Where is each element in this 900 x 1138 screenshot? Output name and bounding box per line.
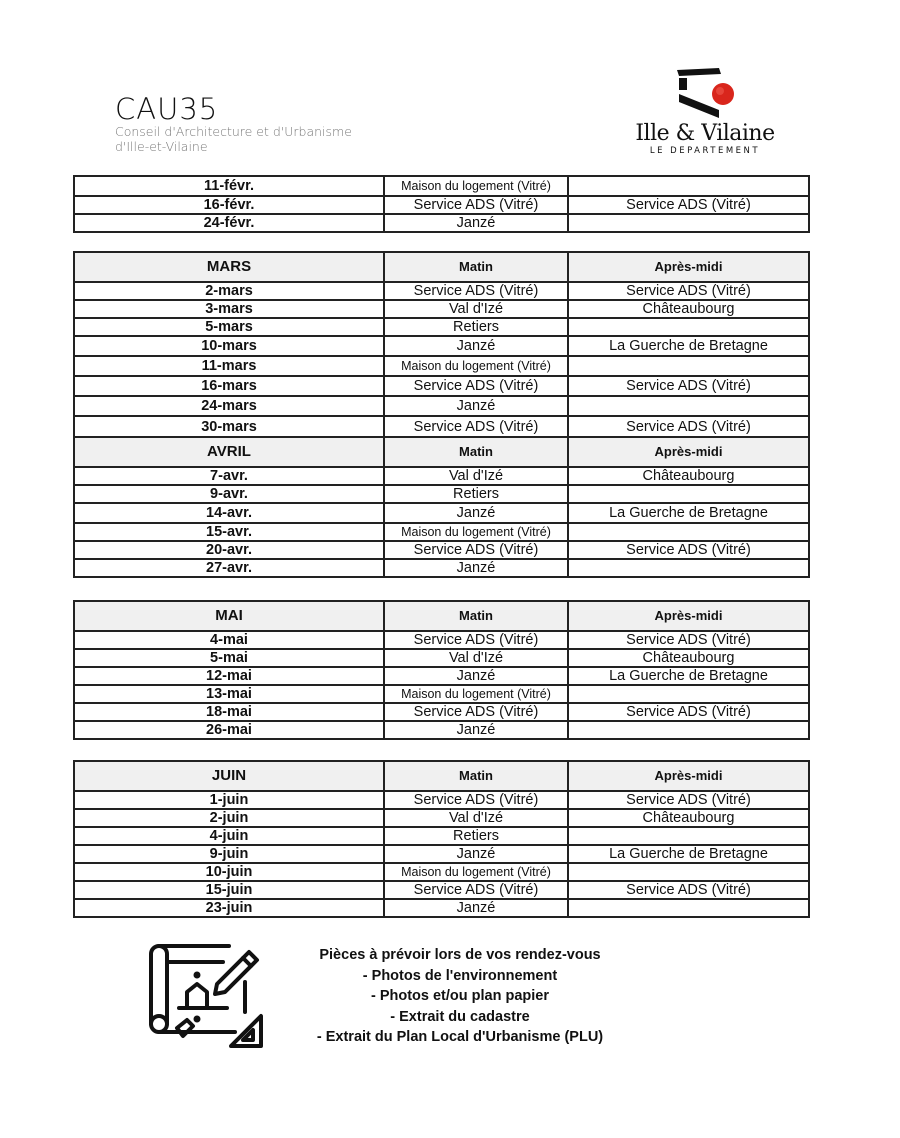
date-cell: 11-févr. [74, 176, 384, 196]
afternoon-cell [568, 685, 809, 703]
schedule-table-mai [73, 600, 810, 740]
date-cell: 15-juin [74, 881, 384, 899]
morning-cell: Maison du logement (Vitré) [384, 685, 568, 703]
morning-cell: Retiers [384, 485, 568, 503]
date-cell: 24-févr. [74, 214, 384, 232]
date-cell: 9-avr. [74, 485, 384, 503]
morning-cell: Maison du logement (Vitré) [384, 176, 568, 196]
afternoon-cell: Service ADS (Vitré) [568, 376, 809, 396]
schedule-table-mars-avril [73, 251, 810, 578]
morning-cell: Retiers [384, 318, 568, 336]
department-name: Ille & Vilaine [635, 121, 775, 146]
table-row [74, 649, 809, 667]
morning-cell: Service ADS (Vitré) [384, 376, 568, 396]
table-row [74, 863, 809, 881]
date-cell: 10-juin [74, 863, 384, 881]
department-tagline: LE DEPARTEMENT [649, 146, 761, 156]
date-cell: 26-mai [74, 721, 384, 739]
documents-title: Pièces à prévoir lors de vos rendez-vous [319, 947, 601, 963]
table-row [74, 881, 809, 899]
table-row [74, 809, 809, 827]
afternoon-cell [568, 318, 809, 336]
table-row [74, 336, 809, 356]
morning-header: Matin [384, 437, 568, 467]
morning-cell: Service ADS (Vitré) [384, 881, 568, 899]
afternoon-header: Après-midi [568, 437, 809, 467]
afternoon-cell: Service ADS (Vitré) [568, 541, 809, 559]
table-row [74, 899, 809, 917]
date-cell: 12-mai [74, 667, 384, 685]
month-label: AVRIL [74, 437, 384, 467]
date-cell: 24-mars [74, 396, 384, 416]
table-row [74, 845, 809, 863]
afternoon-cell: Service ADS (Vitré) [568, 196, 809, 214]
date-cell: 7-avr. [74, 467, 384, 485]
afternoon-header: Après-midi [568, 252, 809, 282]
table-row [74, 523, 809, 541]
afternoon-cell: Service ADS (Vitré) [568, 703, 809, 721]
date-cell: 13-mai [74, 685, 384, 703]
ille-et-vilaine-logo [620, 68, 790, 156]
afternoon-cell [568, 827, 809, 845]
date-cell: 23-juin [74, 899, 384, 917]
afternoon-cell [568, 396, 809, 416]
afternoon-header: Après-midi [568, 601, 809, 631]
table-row [74, 396, 809, 416]
date-cell: 16-mars [74, 376, 384, 396]
schedule-table-juin [73, 760, 810, 918]
table-row [74, 631, 809, 649]
date-cell: 27-avr. [74, 559, 384, 577]
morning-cell: Service ADS (Vitré) [384, 282, 568, 300]
morning-cell: Janzé [384, 721, 568, 739]
morning-cell: Val d'Izé [384, 300, 568, 318]
month-label: MARS [74, 252, 384, 282]
department-emblem-icon [665, 68, 745, 120]
date-cell: 11-mars [74, 356, 384, 376]
date-cell: 2-mars [74, 282, 384, 300]
morning-header: Matin [384, 761, 568, 791]
morning-cell: Janzé [384, 667, 568, 685]
table-row [74, 318, 809, 336]
morning-cell: Service ADS (Vitré) [384, 703, 568, 721]
cau35-subtitle-line1: Conseil d'Architecture et d'Urbanisme [115, 124, 352, 139]
afternoon-cell: Service ADS (Vitré) [568, 416, 809, 437]
morning-cell: Janzé [384, 559, 568, 577]
table-row [74, 791, 809, 809]
date-cell: 2-juin [74, 809, 384, 827]
month-header-row [74, 252, 809, 282]
date-cell: 10-mars [74, 336, 384, 356]
documents-to-bring-section [140, 938, 760, 1058]
morning-cell: Service ADS (Vitré) [384, 631, 568, 649]
afternoon-cell: Châteaubourg [568, 467, 809, 485]
table-row [74, 300, 809, 318]
month-header-row [74, 437, 809, 467]
afternoon-cell: Service ADS (Vitré) [568, 282, 809, 300]
morning-cell: Janzé [384, 503, 568, 523]
date-cell: 20-avr. [74, 541, 384, 559]
afternoon-cell [568, 559, 809, 577]
date-cell: 15-avr. [74, 523, 384, 541]
morning-cell: Service ADS (Vitré) [384, 541, 568, 559]
morning-cell: Maison du logement (Vitré) [384, 356, 568, 376]
table-row [74, 214, 809, 232]
morning-cell: Retiers [384, 827, 568, 845]
morning-cell: Service ADS (Vitré) [384, 791, 568, 809]
afternoon-cell [568, 721, 809, 739]
afternoon-header: Après-midi [568, 761, 809, 791]
morning-cell: Val d'Izé [384, 649, 568, 667]
morning-cell: Maison du logement (Vitré) [384, 523, 568, 541]
table-row [74, 667, 809, 685]
morning-cell: Janzé [384, 845, 568, 863]
date-cell: 14-avr. [74, 503, 384, 523]
table-row [74, 356, 809, 376]
date-cell: 16-févr. [74, 196, 384, 214]
month-label: JUIN [74, 761, 384, 791]
date-cell: 4-juin [74, 827, 384, 845]
date-cell: 5-mai [74, 649, 384, 667]
table-row [74, 541, 809, 559]
table-row [74, 827, 809, 845]
morning-cell: Janzé [384, 214, 568, 232]
afternoon-cell: Châteaubourg [568, 809, 809, 827]
morning-header: Matin [384, 252, 568, 282]
afternoon-cell: Châteaubourg [568, 649, 809, 667]
morning-cell: Val d'Izé [384, 467, 568, 485]
table-row [74, 721, 809, 739]
table-row [74, 703, 809, 721]
afternoon-cell [568, 863, 809, 881]
blueprint-house-plan-icon [145, 942, 265, 1048]
table-row [74, 282, 809, 300]
afternoon-cell [568, 214, 809, 232]
afternoon-cell: La Guerche de Bretagne [568, 503, 809, 523]
date-cell: 4-mai [74, 631, 384, 649]
afternoon-cell [568, 176, 809, 196]
table-row [74, 196, 809, 214]
date-cell: 18-mai [74, 703, 384, 721]
afternoon-cell [568, 356, 809, 376]
afternoon-cell: Service ADS (Vitré) [568, 631, 809, 649]
table-row [74, 176, 809, 196]
afternoon-cell [568, 485, 809, 503]
morning-cell: Janzé [384, 396, 568, 416]
cau35-title: CAU35 [115, 92, 219, 126]
document-item: - Extrait du cadastre [390, 1008, 530, 1025]
cau35-subtitle-line2: d'Ille-et-Vilaine [115, 139, 208, 154]
documents-list [290, 945, 630, 1048]
month-header-row [74, 761, 809, 791]
afternoon-cell: Service ADS (Vitré) [568, 791, 809, 809]
morning-cell: Maison du logement (Vitré) [384, 863, 568, 881]
morning-header: Matin [384, 601, 568, 631]
table-row [74, 685, 809, 703]
month-header-row [74, 601, 809, 631]
afternoon-cell: La Guerche de Bretagne [568, 845, 809, 863]
table-row [74, 376, 809, 396]
afternoon-cell [568, 523, 809, 541]
afternoon-cell: La Guerche de Bretagne [568, 336, 809, 356]
table-row [74, 485, 809, 503]
table-row [74, 559, 809, 577]
afternoon-cell: Châteaubourg [568, 300, 809, 318]
date-cell: 9-juin [74, 845, 384, 863]
date-cell: 30-mars [74, 416, 384, 437]
document-item: - Extrait du Plan Local d'Urbanisme (PLU) [316, 1029, 604, 1045]
afternoon-cell: Service ADS (Vitré) [568, 881, 809, 899]
cau35-logo [115, 94, 352, 154]
month-label: MAI [74, 601, 384, 631]
date-cell: 5-mars [74, 318, 384, 336]
date-cell: 1-juin [74, 791, 384, 809]
date-cell: 3-mars [74, 300, 384, 318]
morning-cell: Service ADS (Vitré) [384, 416, 568, 437]
afternoon-cell: La Guerche de Bretagne [568, 667, 809, 685]
document-item: - Photos et/ou plan papier [370, 988, 550, 1004]
table-row [74, 467, 809, 485]
morning-cell: Janzé [384, 336, 568, 356]
morning-cell: Janzé [384, 899, 568, 917]
schedule-table-fevrier [73, 175, 810, 233]
morning-cell: Val d'Izé [384, 809, 568, 827]
table-row [74, 503, 809, 523]
morning-cell: Service ADS (Vitré) [384, 196, 568, 214]
document-item: - Photos de l'environnement [362, 967, 558, 984]
table-row [74, 416, 809, 437]
afternoon-cell [568, 899, 809, 917]
